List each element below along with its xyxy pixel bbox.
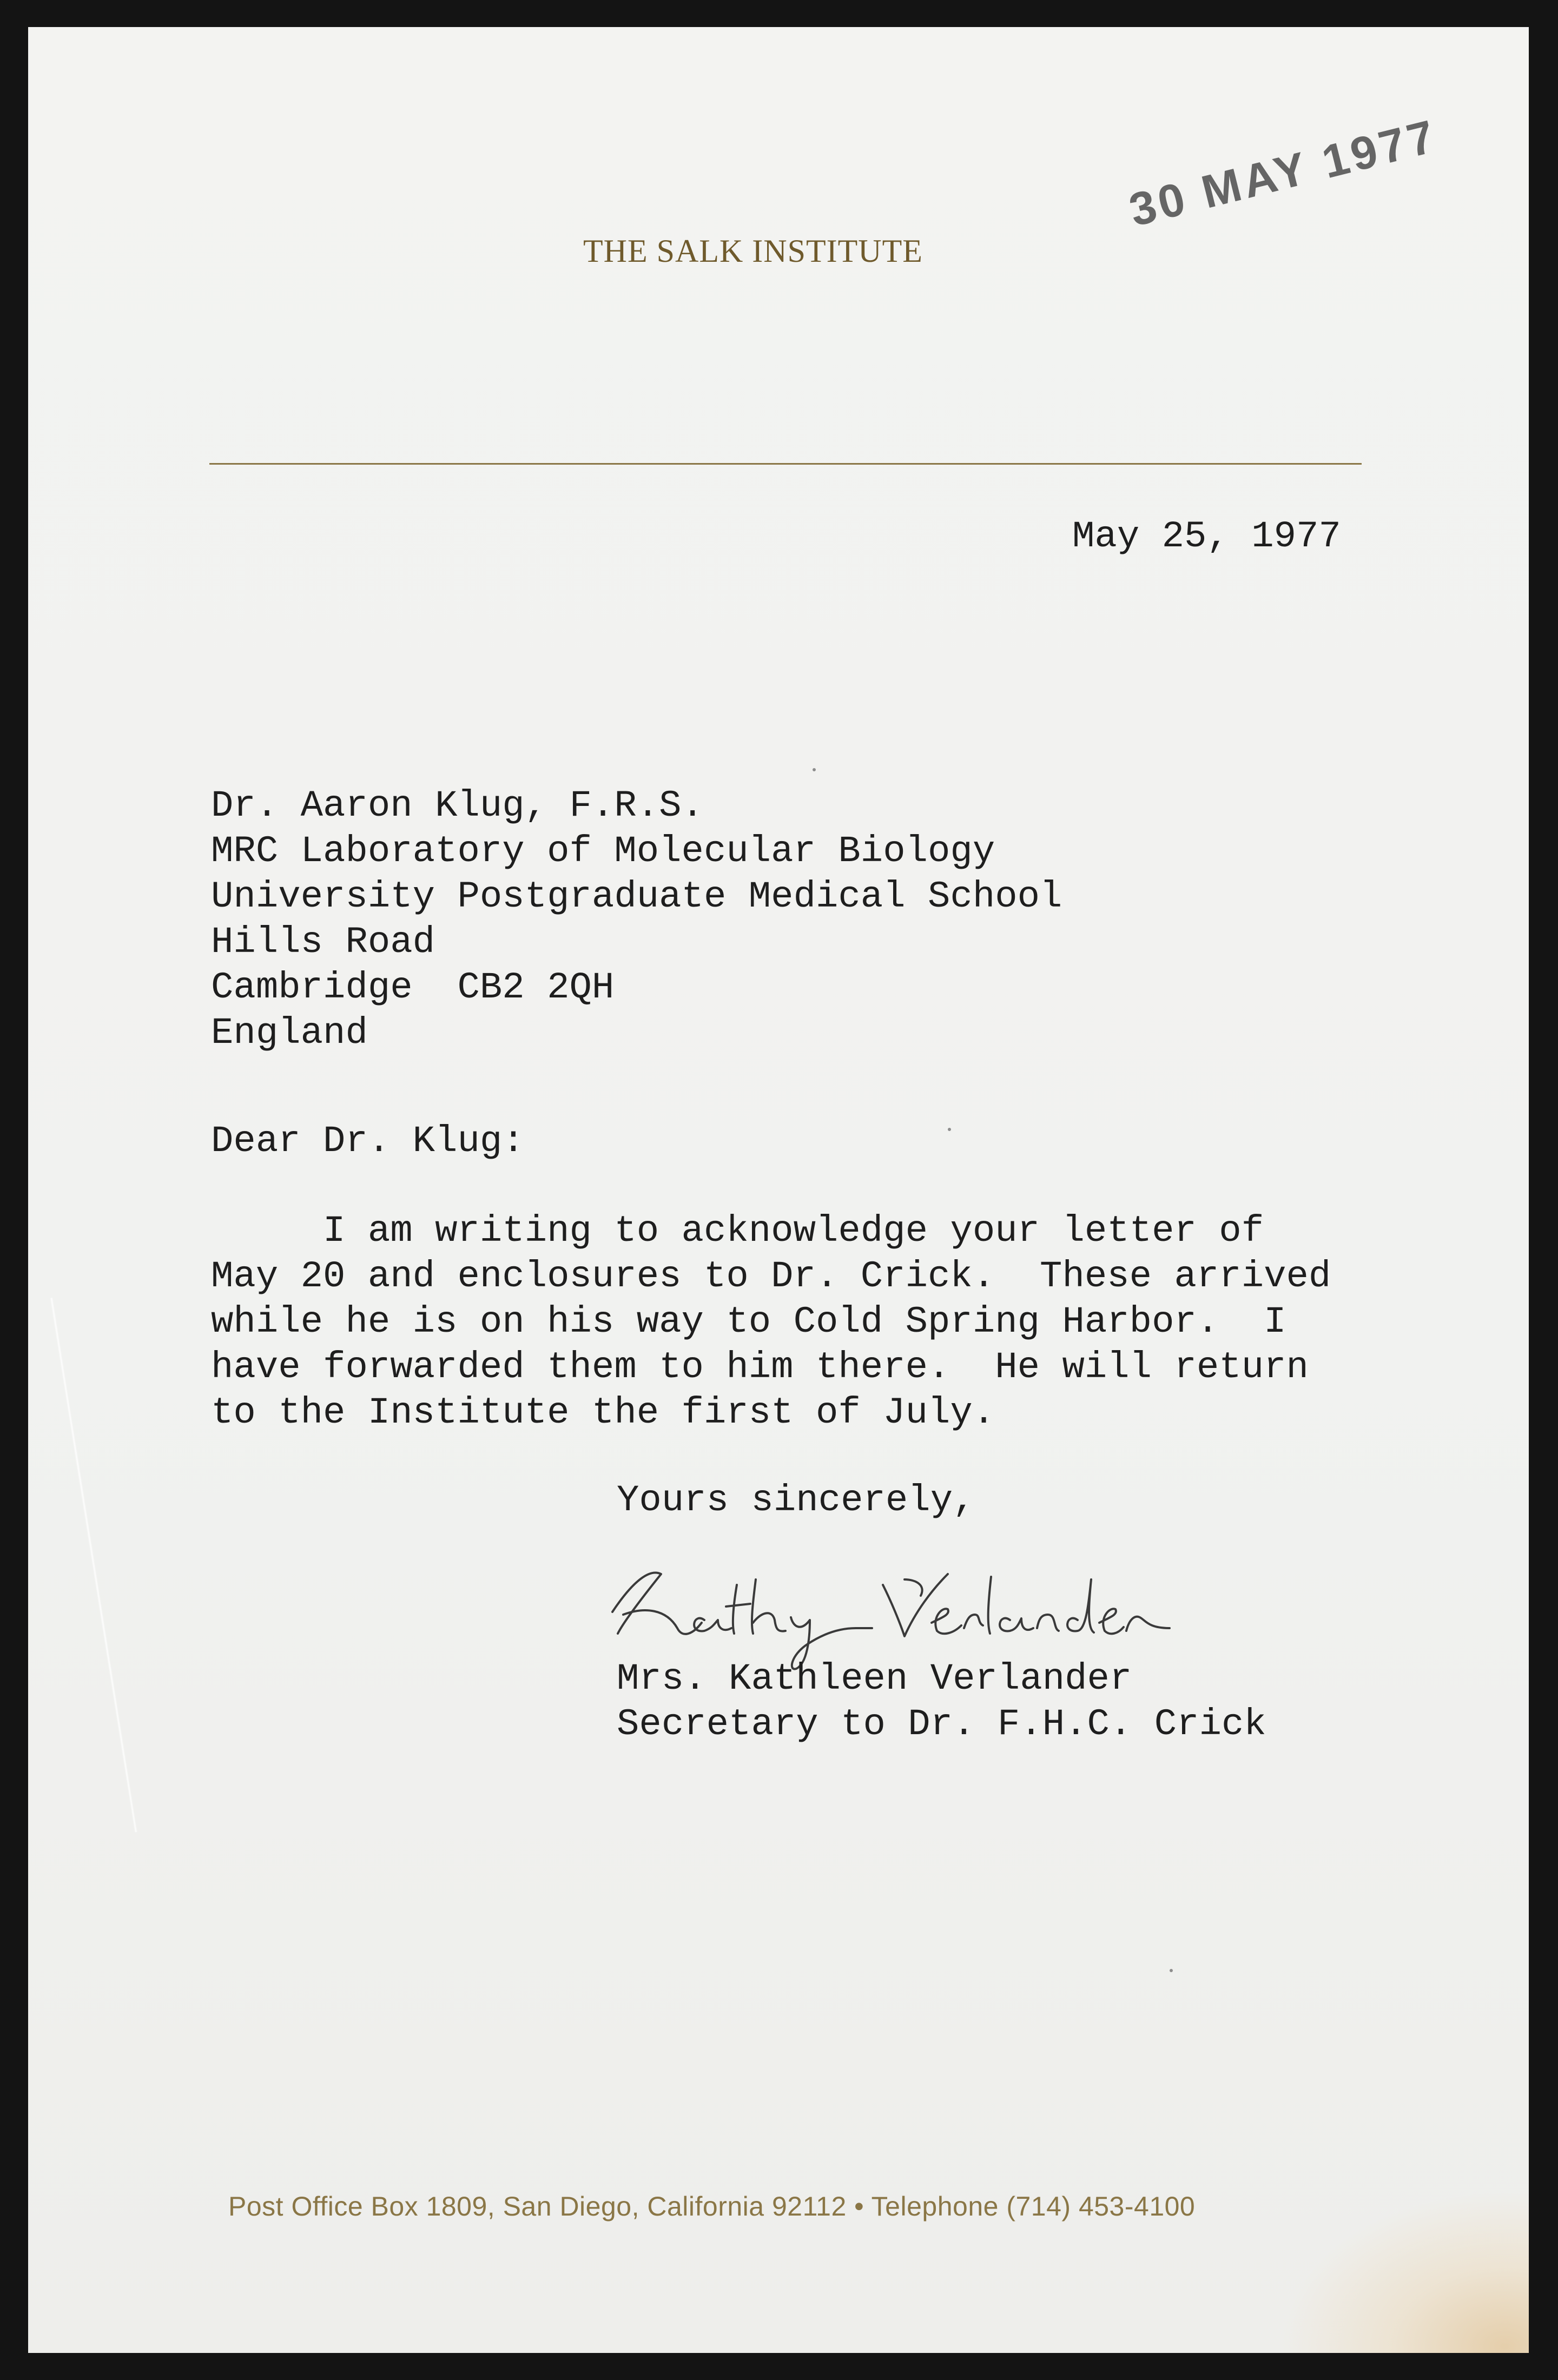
letter-body (211, 1208, 1331, 1436)
body-line: have forwarded them to him there. He will return (211, 1346, 1309, 1389)
recipient-organization: MRC Laboratory of Molecular Biology (211, 830, 995, 872)
body-line: to the Institute the first of July. (211, 1392, 995, 1434)
body-line: I am writing to acknowledge your letter of (211, 1210, 1264, 1252)
letterhead-footer-address: Post Office Box 1809, San Diego, California 92112 • Telephone (714) 453-4100 (228, 2191, 1196, 2222)
received-date-stamp: 30 MAY 1977 (1124, 110, 1443, 237)
body-line: while he is on his way to Cold Spring Harbor. I (211, 1301, 1286, 1343)
recipient-city-postcode: Cambridge CB2 2QH (211, 967, 615, 1009)
recipient-institution: University Postgraduate Medical School (211, 876, 1062, 918)
letterhead-title: THE SALK INSTITUTE (583, 233, 923, 269)
signer-title: Secretary to Dr. F.H.C. Crick (617, 1703, 1266, 1746)
paper-speck (1170, 1969, 1173, 1972)
paper-crease (50, 1298, 137, 1833)
signer-block (617, 1656, 1266, 1747)
closing: Yours sincerely, (617, 1479, 975, 1522)
recipient-street: Hills Road (211, 921, 435, 963)
salutation: Dear Dr. Klug: (211, 1120, 525, 1162)
letterhead-divider (209, 463, 1362, 465)
recipient-country: England (211, 1012, 368, 1054)
body-line: May 20 and enclosures to Dr. Crick. These arrived (211, 1255, 1331, 1298)
letter-page (28, 27, 1529, 2353)
paper-speck (948, 1128, 951, 1131)
signer-name: Mrs. Kathleen Verlander (617, 1658, 1132, 1700)
recipient-address-block (211, 783, 1062, 1056)
recipient-name: Dr. Aaron Klug, F.R.S. (211, 785, 704, 827)
paper-speck (813, 768, 816, 771)
letter-date: May 25, 1977 (1072, 515, 1341, 558)
